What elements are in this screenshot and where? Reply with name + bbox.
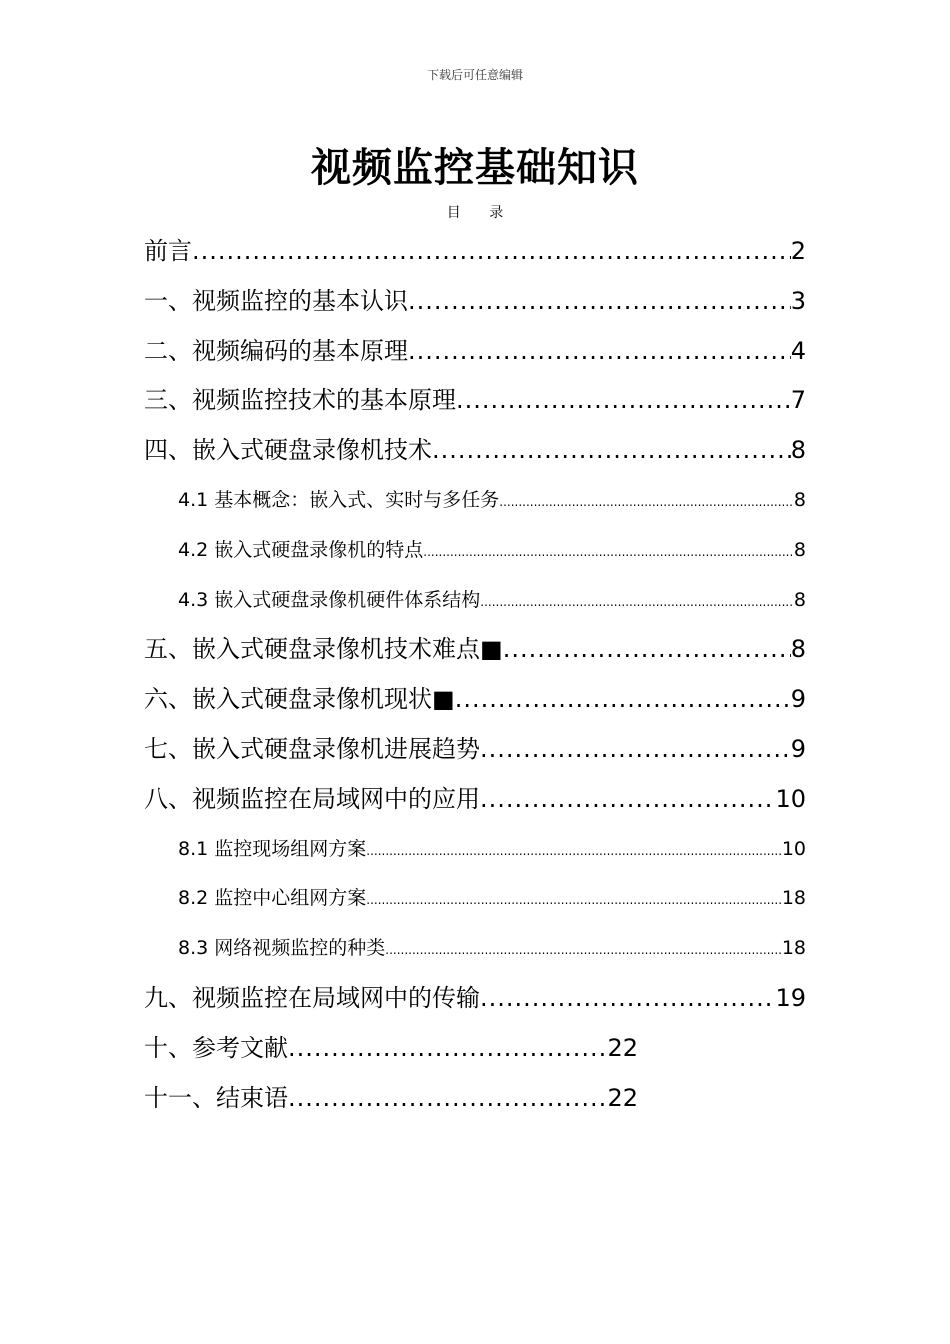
toc-entry-page-number: 7 — [790, 386, 806, 415]
toc-leader-dots — [480, 973, 775, 1023]
toc-entry[interactable] — [144, 724, 806, 774]
toc-leader-dots — [499, 477, 794, 527]
toc-entry-page-number: 22 — [607, 1083, 638, 1112]
toc-entry[interactable] — [144, 276, 806, 326]
toc-entry-page-number: 8 — [790, 436, 806, 465]
toc-entry-label: 8.3 网络视频监控的种类 — [178, 937, 386, 960]
toc-entry-label: 8.1 监控现场组网方案 — [178, 837, 367, 860]
toc-leader-dots — [192, 226, 791, 276]
toc-entry-label: 4.3 嵌入式硬盘录像机硬件体系结构 — [178, 588, 481, 611]
toc-entry-page-number: 8 — [793, 588, 806, 611]
toc-entry-page-number: 8 — [793, 489, 806, 511]
toc-entry[interactable] — [144, 375, 806, 425]
toc-entry[interactable] — [144, 624, 806, 674]
toc-leader-dots — [503, 624, 791, 674]
toc-entry-label: 前言 — [144, 237, 192, 265]
toc-leader-dots — [288, 1023, 607, 1073]
toc-entry-label: 8.2 监控中心组网方案 — [178, 887, 367, 910]
toc-entry[interactable] — [178, 525, 806, 575]
toc-entry[interactable] — [178, 475, 806, 525]
toc-entry[interactable] — [144, 326, 806, 376]
toc-entry[interactable] — [144, 1073, 638, 1123]
toc-entry-label: 四、嵌入式硬盘录像机技术 — [144, 436, 432, 465]
toc-entry[interactable] — [144, 1023, 638, 1073]
toc-entry-label: 4.2 嵌入式硬盘录像机的特点 — [178, 538, 424, 561]
toc-entry-label: 五、嵌入式硬盘录像机技术难点■ — [144, 635, 503, 664]
toc-entry-page-number: 3 — [790, 286, 806, 315]
toc-entry-label: 十一、结束语 — [144, 1083, 288, 1112]
toc-entry-page-number: 10 — [781, 837, 806, 860]
toc-entry-label: 七、嵌入式硬盘录像机进展趋势 — [144, 735, 480, 763]
toc-heading: 目 录 — [446, 205, 504, 221]
toc-leader-dots — [288, 1073, 607, 1123]
toc-entry[interactable] — [144, 425, 806, 475]
toc-entry[interactable] — [144, 973, 806, 1023]
toc-leader-dots — [366, 875, 782, 925]
toc-leader-dots — [480, 774, 775, 824]
toc-entry-page-number: 8 — [790, 635, 806, 664]
toc-entry-page-number: 18 — [781, 937, 806, 960]
toc-entry-page-number: 10 — [775, 784, 806, 813]
toc-leader-dots — [408, 326, 791, 376]
toc-entry-page-number: 9 — [790, 685, 806, 714]
toc-entry-label: 六、嵌入式硬盘录像机现状■ — [144, 685, 455, 714]
toc-entry[interactable] — [144, 774, 806, 824]
toc-leader-dots — [432, 425, 791, 475]
toc-leader-dots — [423, 527, 794, 577]
toc-leader-dots — [385, 925, 782, 975]
toc-leader-dots — [408, 276, 791, 326]
toc-entry-page-number: 8 — [793, 538, 806, 561]
toc-leader-dots — [456, 375, 791, 425]
toc-entry-page-number: 4 — [790, 336, 806, 365]
toc-entry-page-number: 18 — [781, 887, 806, 910]
toc-entry-page-number: 9 — [790, 735, 806, 763]
toc-entry-label: 八、视频监控在局域网中的应用 — [144, 784, 480, 813]
toc-entry[interactable] — [178, 824, 806, 874]
toc-entry-label: 九、视频监控在局域网中的传输 — [144, 984, 480, 1012]
toc-entry-label: 一、视频监控的基本认识 — [144, 286, 408, 315]
toc-leader-dots — [455, 674, 791, 724]
toc-entry[interactable] — [178, 923, 806, 973]
toc-entry[interactable] — [178, 575, 806, 625]
toc-entry-label: 二、视频编码的基本原理 — [144, 336, 408, 365]
toc-entry[interactable] — [144, 226, 806, 276]
toc-entry[interactable] — [178, 873, 806, 923]
toc-leader-dots — [366, 826, 782, 876]
document-title: 视频监控基础知识 — [311, 145, 639, 191]
toc-entry-label: 三、视频监控技术的基本原理 — [144, 386, 456, 415]
toc-entry[interactable] — [144, 674, 806, 724]
toc-entry-page-number: 2 — [790, 237, 806, 265]
toc-entry-page-number: 19 — [775, 984, 806, 1012]
toc-entry-label: 十、参考文献 — [144, 1033, 288, 1062]
toc-leader-dots — [480, 724, 791, 774]
toc-entry-label: 4.1 基本概念：嵌入式、实时与多任务 — [178, 489, 500, 511]
toc-leader-dots — [480, 577, 794, 627]
header-note: 下载后可任意编辑 — [426, 68, 523, 82]
toc-entry-page-number: 22 — [607, 1033, 638, 1062]
